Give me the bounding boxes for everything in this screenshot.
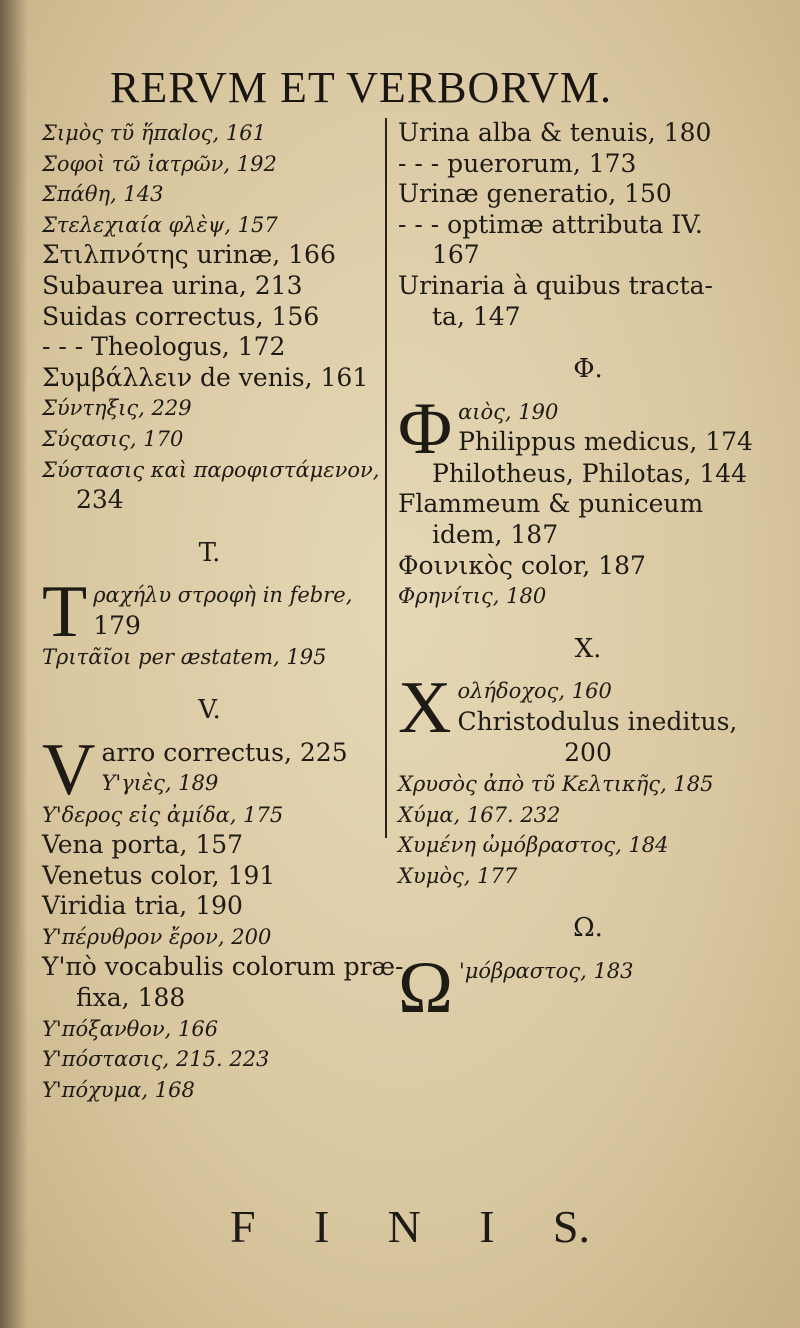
index-entry: Υ'πόχυμα, 168 xyxy=(42,1077,195,1102)
index-entry: Urinæ generatio, 150 xyxy=(398,179,672,209)
index-entry: 234 xyxy=(76,485,124,515)
section-v-entry-list xyxy=(42,800,404,1106)
drop-cap-entry-x xyxy=(398,667,778,750)
index-entry: Urinaria à quibus tracta- xyxy=(398,270,713,300)
index-entry: Υ'δερος εἰς ἀμίδα, 175 xyxy=(42,802,284,827)
index-entry: Venetus color, 191 xyxy=(42,860,276,890)
finis-letter: S. xyxy=(552,1201,590,1252)
index-entry: Urina alba & tenuis, 180 xyxy=(398,118,712,147)
index-entry: 167 xyxy=(432,240,480,270)
finis-letter: N xyxy=(387,1201,421,1252)
section-x-entry-list xyxy=(398,738,778,891)
index-entry: Vena porta, 157 xyxy=(42,830,244,860)
index-entry: Christodulus ineditus, xyxy=(457,706,738,736)
column-divider xyxy=(385,118,387,838)
index-entry: Philotheus, Philotas, 144 xyxy=(432,458,748,488)
index-entry: 200 xyxy=(564,738,612,768)
index-entry: Suidas correctus, 156 xyxy=(42,301,320,331)
index-entry: 'μόβραστος, 183 xyxy=(459,958,634,983)
index-entry: Σοφοὶ τῶ ἰατρῶν, 192 xyxy=(42,151,277,176)
index-entry: Χύμα, 167. 232 xyxy=(398,802,561,827)
index-entry: Σύντηξις, 229 xyxy=(42,396,192,421)
index-entry: idem, 187 xyxy=(432,519,559,549)
index-entry: Philippus medicus, 174 xyxy=(458,427,753,457)
index-entry: ραχήλυ στροφὴ in febre, xyxy=(93,583,353,608)
finis-letter: I xyxy=(479,1201,495,1252)
drop-cap-entry-phi xyxy=(398,387,778,470)
index-entry: - - - optimæ attributa IV. xyxy=(398,209,703,239)
finis-colophon xyxy=(230,1200,590,1253)
section-heading-t: T. xyxy=(198,537,221,568)
section-heading-x: X. xyxy=(574,633,602,664)
drop-cap-v: V xyxy=(42,728,96,811)
index-entry: 179 xyxy=(93,610,141,640)
drop-cap-entry-v xyxy=(42,728,377,811)
page-gutter-shadow xyxy=(0,0,28,1328)
index-entry: Υ'πόξανθον, 166 xyxy=(42,1016,219,1041)
index-entry: Σπάθη, 143 xyxy=(42,182,164,207)
index-entry: αιὸς, 190 xyxy=(458,399,559,424)
right-column xyxy=(398,118,778,1029)
index-entry: Flammeum & puniceum xyxy=(398,489,704,519)
index-entry: Υ'πὸ vocabulis colorum præ- xyxy=(42,952,404,982)
drop-cap-omega: Ω xyxy=(398,946,453,1029)
finis-letter: F xyxy=(230,1201,256,1252)
drop-cap-entry-omega xyxy=(398,946,778,1029)
drop-cap-x: X xyxy=(398,667,452,750)
drop-cap-t: T xyxy=(42,571,88,654)
index-entry: Στελεχιαία φλὲψ, 157 xyxy=(42,212,278,237)
index-entry: Subaurea urina, 213 xyxy=(42,270,303,300)
index-entry: Σύστασις καὶ παροφιστάμενον, xyxy=(42,457,380,482)
section-heading-omega: Ω. xyxy=(573,913,603,944)
index-entry: Συμβάλλειν de venis, 161 xyxy=(42,362,369,392)
left-column xyxy=(42,118,404,1105)
index-entry: Υ'γιὲς, 189 xyxy=(101,771,219,796)
index-entry: ολήδοχος, 160 xyxy=(457,679,612,704)
index-entry: Στιλπνότης urinæ, 166 xyxy=(42,240,336,270)
section-heading-phi: Φ. xyxy=(573,354,603,385)
index-entry: Υ'πέρυθρον ἔρον, 200 xyxy=(42,924,272,949)
index-entry: Φρηνίτις, 180 xyxy=(398,584,547,609)
index-entry: Σιμὸς τῦ ἥπαlος, 161 xyxy=(42,121,266,145)
right-entry-list xyxy=(398,118,778,332)
finis-letter: I xyxy=(313,1201,330,1252)
index-entry: Σύςασις, 170 xyxy=(42,426,184,451)
section-phi-entry-list xyxy=(398,459,778,612)
left-entry-list xyxy=(42,118,380,516)
index-entry: - - - puerorum, 173 xyxy=(398,148,637,178)
section-heading-v: V. xyxy=(198,694,221,725)
index-entry: Χρυσὸς ἀπὸ τῦ Κελτικῆς, 185 xyxy=(398,771,714,796)
index-entry: arro correctus, 225 xyxy=(101,737,348,767)
index-entry: Υ'πόστασις, 215. 223 xyxy=(42,1047,270,1072)
index-entry: fixa, 188 xyxy=(76,983,186,1013)
index-entry: - - - Theologus, 172 xyxy=(42,332,286,362)
index-entry: Viridia tria, 190 xyxy=(42,891,243,921)
drop-cap-phi: Φ xyxy=(398,387,453,470)
index-entry: Τριτᾶῖοι per æstatem, 195 xyxy=(42,645,327,670)
drop-cap-entry-t xyxy=(42,571,377,654)
running-header: RERVM ET VERBORVM. xyxy=(110,63,612,112)
index-entry: Φοινικὸς color, 187 xyxy=(398,550,646,580)
index-entry: ta, 147 xyxy=(432,301,521,331)
index-entry: Χυμένη ὠμόβραστος, 184 xyxy=(398,833,669,858)
index-entry: Χυμὸς, 177 xyxy=(398,863,518,888)
